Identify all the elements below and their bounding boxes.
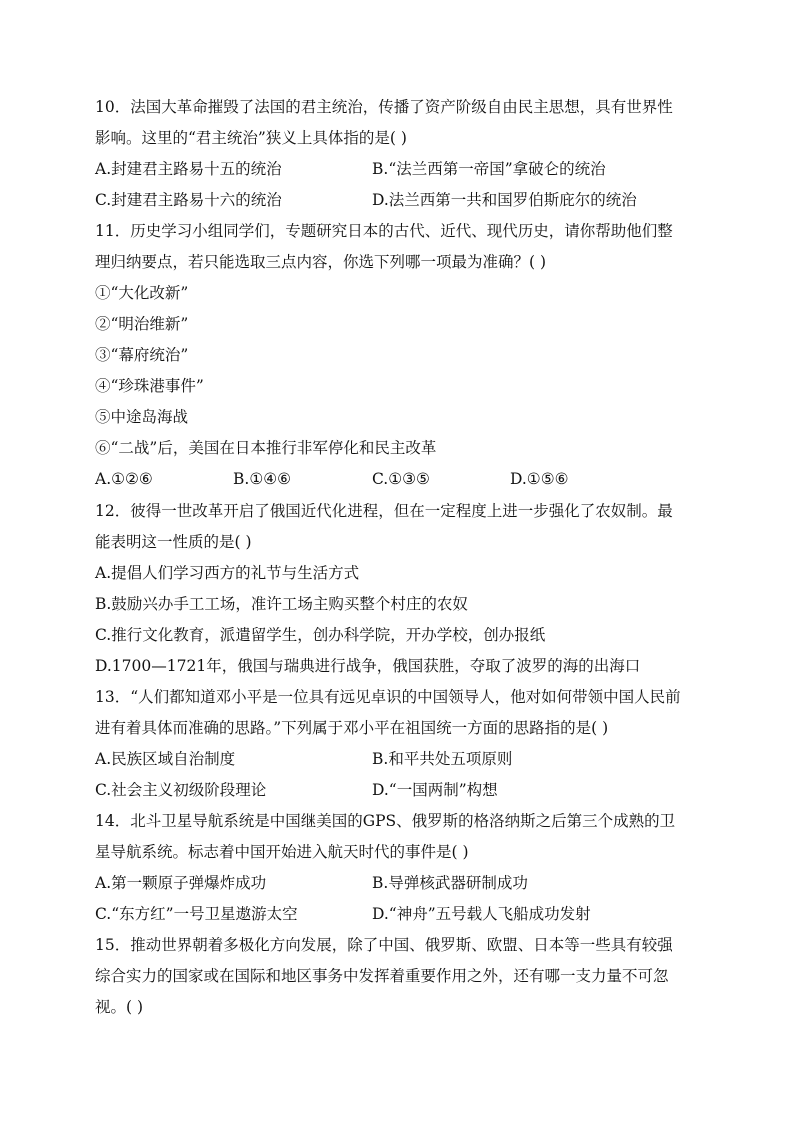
question-item: ①“大化改新” <box>95 284 189 302</box>
option-a: A.民族区域自治制度 <box>95 750 236 768</box>
option-a: A.提倡人们学习西方的礼节与生活方式 <box>95 564 360 582</box>
question-stem-line: 15．推动世界朝着多极化方向发展，除了中国、俄罗斯、欧盟、日本等一些具有较强 <box>95 936 673 954</box>
question-item: ④“珍珠港事件” <box>95 377 204 395</box>
question-stem-line: 影响。这里的“君主统治”狭义上具体指的是( ) <box>95 129 407 147</box>
question-stem-line: 能表明这一性质的是( ) <box>95 533 252 551</box>
question-stem-line: 理归纳要点，若只能选取三点内容，你选下列哪一项最为准确？( ) <box>95 253 547 271</box>
question-stem-line: 进有着具体而准确的思路。”下列属于邓小平在祖国统一方面的思路指的是( ) <box>95 719 609 737</box>
option-b: B.鼓励兴办手工工场，准许工场主购买整个村庄的农奴 <box>95 595 468 613</box>
question-item: ⑥“二战”后，美国在日本推行非军停化和民主改革 <box>95 439 437 457</box>
option-b: B.导弹核武器研制成功 <box>372 874 528 892</box>
option-c: C.①③⑤ <box>372 470 430 488</box>
option-b: B.①④⑥ <box>233 470 292 488</box>
question-stem-line: 12．彼得一世改革开启了俄国近代化进程，但在一定程度上进一步强化了农奴制。最 <box>95 502 673 520</box>
option-d: D.“一国两制”构想 <box>372 781 498 799</box>
option-a: A.①②⑥ <box>95 470 153 488</box>
question-stem-line: 综合实力的国家或在国际和地区事务中发挥着重要作用之外，还有哪一支力量不可忽 <box>95 967 669 985</box>
option-c: C.推行文化教育，派遣留学生，创办科学院，开办学校，创办报纸 <box>95 626 546 644</box>
option-c: C.封建君主路易十六的统治 <box>95 191 282 209</box>
question-stem-line: 14．北斗卫星导航系统是中国继美国的GPS、俄罗斯的格洛纳斯之后第三个成熟的卫 <box>95 812 676 830</box>
question-stem-line: 星导航系统。标志着中国开始进入航天时代的事件是( ) <box>95 843 469 861</box>
option-b: B.和平共处五项原则 <box>372 750 513 768</box>
question-stem-line: 13．“人们都知道邓小平是一位具有远见卓识的中国领导人，他对如何带领中国人民前 <box>95 688 681 706</box>
option-d: D.①⑤⑥ <box>510 470 569 488</box>
question-stem-line: 10．法国大革命摧毁了法国的君主统治，传播了资产阶级自由民主思想，具有世界性 <box>95 98 673 116</box>
option-d: D.“神舟”五号载人飞船成功发射 <box>372 905 591 923</box>
question-stem-line: 视。( ) <box>95 998 144 1016</box>
question-item: ⑤中途岛海战 <box>95 408 189 426</box>
option-a: A.封建君主路易十五的统治 <box>95 160 282 178</box>
option-d: D.1700—1721年，俄国与瑞典进行战争，俄国获胜，夺取了波罗的海的出海口 <box>95 657 641 675</box>
question-item: ②“明治维新” <box>95 315 189 333</box>
option-d: D.法兰西第一共和国罗伯斯庇尔的统治 <box>372 191 637 209</box>
option-a: A.第一颗原子弹爆炸成功 <box>95 874 267 892</box>
question-item: ③“幕府统治” <box>95 346 189 364</box>
option-c: C.社会主义初级阶段理论 <box>95 781 267 799</box>
option-b: B.“法兰西第一帝国”拿破仑的统治 <box>372 160 606 178</box>
question-stem-line: 11．历史学习小组同学们，专题研究日本的古代、近代、现代历史，请你帮助他们整 <box>95 222 673 240</box>
option-c: C.“东方红”一号卫星遨游太空 <box>95 905 298 923</box>
